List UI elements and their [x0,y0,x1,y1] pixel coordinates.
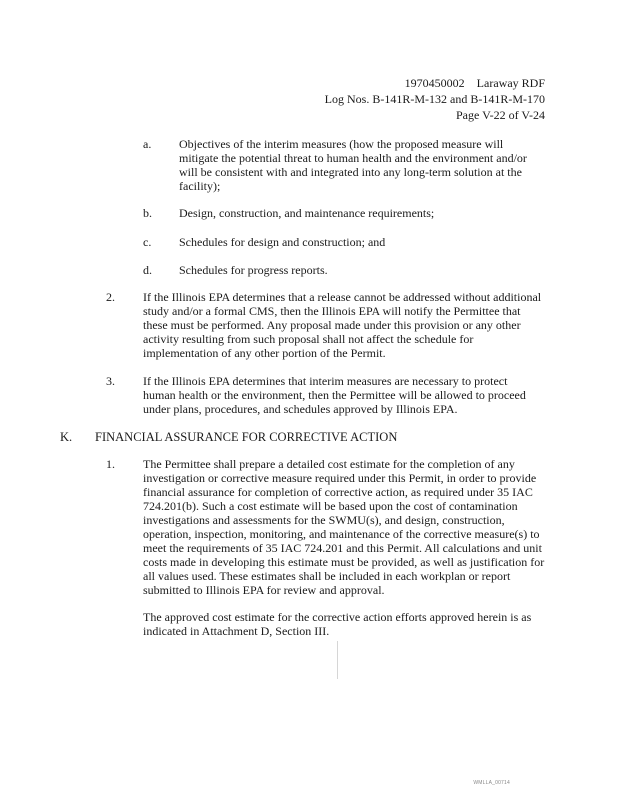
bates-stamp: WMLLA_00714 [473,780,510,786]
list-marker-a: a. [143,137,152,151]
scan-artifact-line [337,641,338,679]
section-k-item-1-text: The Permittee shall prepare a detailed cost estimate for the completion of any investigation or corrective measure required under this Permit, in order to provide financial assurance for completion of corrective action, as required under 35 IAC 724.201(b). Such a cost estimate will be based upon the cost of contamination investigations and assessments for the SWMU(s), and design, construction, operation, inspection, monitoring, and maintenance of the corrective measure(s) to meet the requirements of 35 IAC 724.201 and this Permit. All calculations and unit costs made in developing this estimate must be provided, as well as justification for all values used. These estimates shall be included in each workplan or report submitted to Illinois EPA for review and approval. [143,457,545,597]
header-log-numbers: Log Nos. B-141R-M-132 and B-141R-M-170 [324,92,545,106]
item-2-marker: 2. [106,290,115,304]
section-k-title: FINANCIAL ASSURANCE FOR CORRECTIVE ACTION [95,430,398,444]
list-item-b-text: Design, construction, and maintenance requirements; [179,206,435,220]
list-item-c-text: Schedules for design and construction; and [179,235,386,249]
list-marker-d: d. [143,263,152,277]
header-facility-id: 1970450002 Laraway RDF [404,76,545,90]
header-page-number: Page V-22 of V-24 [455,108,545,122]
page-header [325,75,545,123]
section-k-item-1-followup: The approved cost estimate for the corrective action efforts approved herein is as indicated in Attachment D, Section III. [143,610,532,638]
item-3-marker: 3. [106,374,115,388]
item-2-text: If the Illinois EPA determines that a release cannot be addressed without additional study and/or a formal CMS, then the Illinois EPA will notify the Permittee that these must be performed. Any proposal made under this provision or any other activity resulting from such proposal shall not affect the schedule for implementation of any other portion of the Permit. [143,290,542,360]
section-k-letter: K. [60,430,73,444]
section-k-item-1-marker: 1. [106,457,115,471]
list-item-a-text: Objectives of the interim measures (how the proposed measure will mitigate the potential threat to human health and the environment and/or will be consistent with and integrated into any long-term solution at the facility); [179,137,527,193]
list-item-d-text: Schedules for progress reports. [179,263,328,277]
list-marker-b: b. [143,206,152,220]
list-marker-c: c. [143,235,152,249]
item-3-text: If the Illinois EPA determines that interim measures are necessary to protect human health or the environment, then the Permittee will be allowed to proceed under plans, procedures, and schedules approved by Illinois EPA. [143,374,526,416]
